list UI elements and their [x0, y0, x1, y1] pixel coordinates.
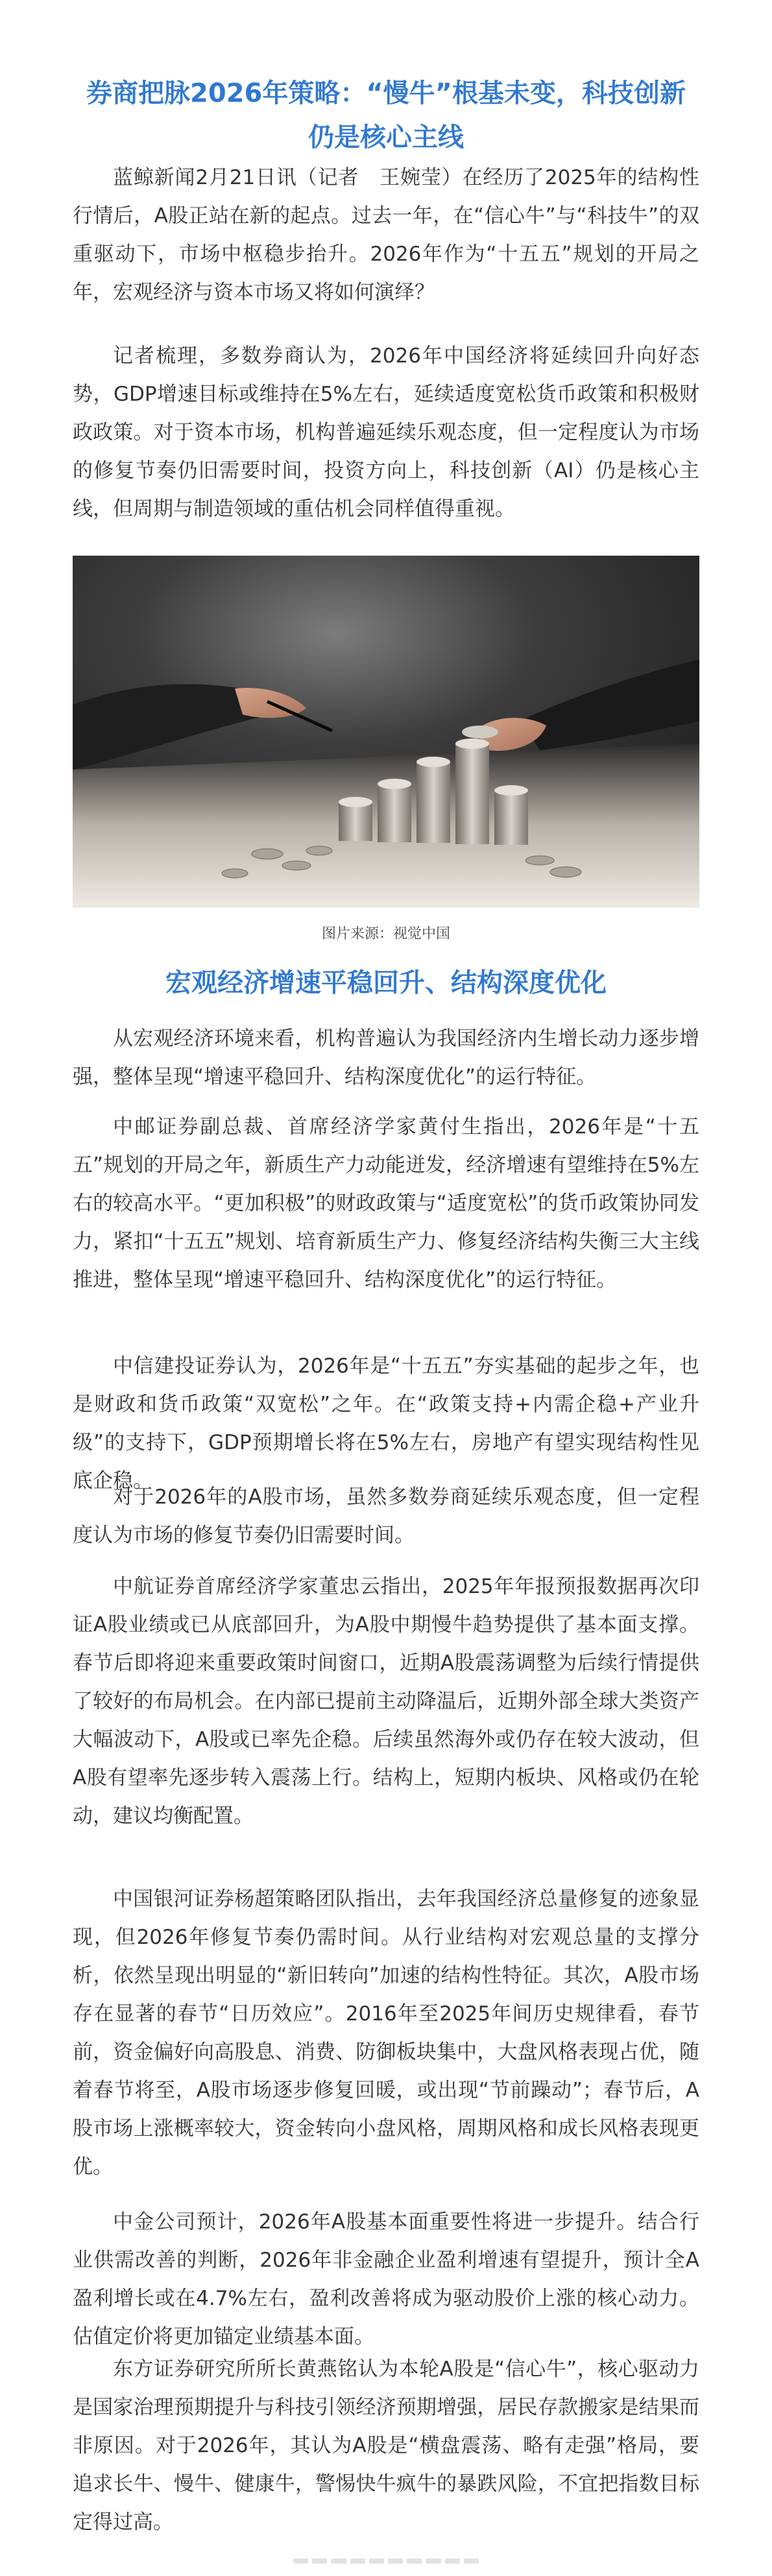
image-caption: 图片来源：视觉中国 [321, 926, 450, 942]
coins-stack-photo [73, 556, 699, 908]
body-paragraph-8: 东方证券研究所所长黄燕铭认为本轮A股是“信心牛”，核心驱动力是国家治理预期提升与科技引领经济预期增强，居民存款搬家是结果而非原因。对于2026年，其认为A股是“横盘震荡、略有走强”格局，要追求长牛、慢牛、健康牛，警惕快牛疯牛的暴跌风险，不宜把指数目标定得过高。 [73, 2357, 699, 2534]
footer-segment [388, 2558, 403, 2564]
intro-paragraph-1: 蓝鲸新闻2月21日讯（记者 王婉莹）在经历了2025年的结构性行情后，A股正站在新的起点。过去一年，在“信心牛”与“科技牛”的双重驱动下，市场中枢稳步抬升。2026年作为“十五五”规划的开局之年，宏观经济与资本市场又将如何演绎？ [73, 166, 699, 304]
body-paragraph-3: 中信建投证券认为，2026年是“十五五”夯实基础的起步之年，也是财政和货币政策“双宽松”之年。在“政策支持+内需企稳+产业升级”的支持下，GDP预期增长将在5%左右，房地产有望实现结构性见底企稳。 [73, 1354, 699, 1493]
body-paragraph-4: 对于2026年的A股市场，虽然多数券商延续乐观态度，但一定程度认为市场的修复节奏仍旧需要时间。 [73, 1485, 699, 1547]
footer-segment [350, 2558, 365, 2564]
footer-segment [331, 2558, 346, 2564]
body-paragraph-2: 中邮证券副总裁、首席经济学家黄付生指出，2026年是“十五五”规划的开局之年，新质生产力动能迸发，经济增速有望维持在5%左右的较高水平。“更加积极”的财政政策与“适度宽松”的货币政策协同发力，紧扣“十五五”规划、培育新质生产力、修复经济结构失衡三大主线推进，整体呈现“增速平稳回升、结构深度优化”的运行特征。 [73, 1115, 699, 1292]
article-title: 券商把脉2026年策略：“慢牛”根基未变，科技创新仍是核心主线 [86, 78, 686, 152]
article-photo [73, 556, 699, 908]
footer-segment [369, 2558, 384, 2564]
section-title: 宏观经济增速平稳回升、结构深度优化 [165, 968, 607, 998]
body-paragraph-6: 中国银河证券杨超策略团队指出，去年我国经济总量修复的迹象显现，但2026年修复节奏仍需时间。从行业结构对宏观总量的支撑分析，依然呈现出明显的“新旧转向”加速的结构性特征。其次，A股市场存在显著的春节“日历效应”。2016年至2025年间历史规律看，春节前，资金偏好向高股息、消费、防御板块集中，大盘风格表现占优，随着春节将至，A股市场逐步修复回暖，或出现“节前躁动”；春节后，A股市场上涨概率较大，资金转向小盘风格，周期风格和成长风格表现更优。 [73, 1887, 699, 2179]
footer-segment [426, 2558, 440, 2564]
footer-segment [407, 2558, 422, 2564]
intro-paragraph-2: 记者梳理，多数券商认为，2026年中国经济将延续回升向好态势，GDP增速目标或维持在5%左右，延续适度宽松货币政策和积极财政政策。对于资本市场，机构普遍延续乐观态度，但一定程度认为市场的修复节奏仍旧需要时间，投资方向上，科技创新（AI）仍是核心主线，但周期与制造领域的重估机会同样值得重视。 [73, 344, 699, 521]
body-paragraph-7: 中金公司预计，2026年A股基本面重要性将进一步提升。结合行业供需改善的判断，2026年非金融企业盈利增速有望提升，预计全A盈利增长或在4.7%左右，盈利改善将成为驱动股价上涨的核心动力。估值定价将更加锚定业绩基本面。 [73, 2210, 699, 2348]
footer-segment [464, 2558, 479, 2564]
body-paragraph-5: 中航证券首席经济学家董忠云指出，2025年年报预报数据再次印证A股业绩或已从底部回升，为A股中期慢牛趋势提供了基本面支撑。春节后即将迎来重要政策时间窗口，近期A股震荡调整为后续行情提供了较好的布局机会。在内部已提前主动降温后，近期外部全球大类资产大幅波动下，A股或已率先企稳。后续虽然海外或仍存在较大波动，但A股有望率先逐步转入震荡上行。结构上，短期内板块、风格或仍在轮动，建议均衡配置。 [73, 1575, 699, 1828]
body-paragraph-1: 从宏观经济环境来看，机构普遍认为我国经济内生增长动力逐步增强，整体呈现“增速平稳回升、结构深度优化”的运行特征。 [73, 1027, 699, 1089]
footer-segment [445, 2558, 460, 2564]
footer-segment [312, 2558, 327, 2564]
footer-divider [293, 2558, 479, 2564]
footer-segment [293, 2558, 308, 2564]
